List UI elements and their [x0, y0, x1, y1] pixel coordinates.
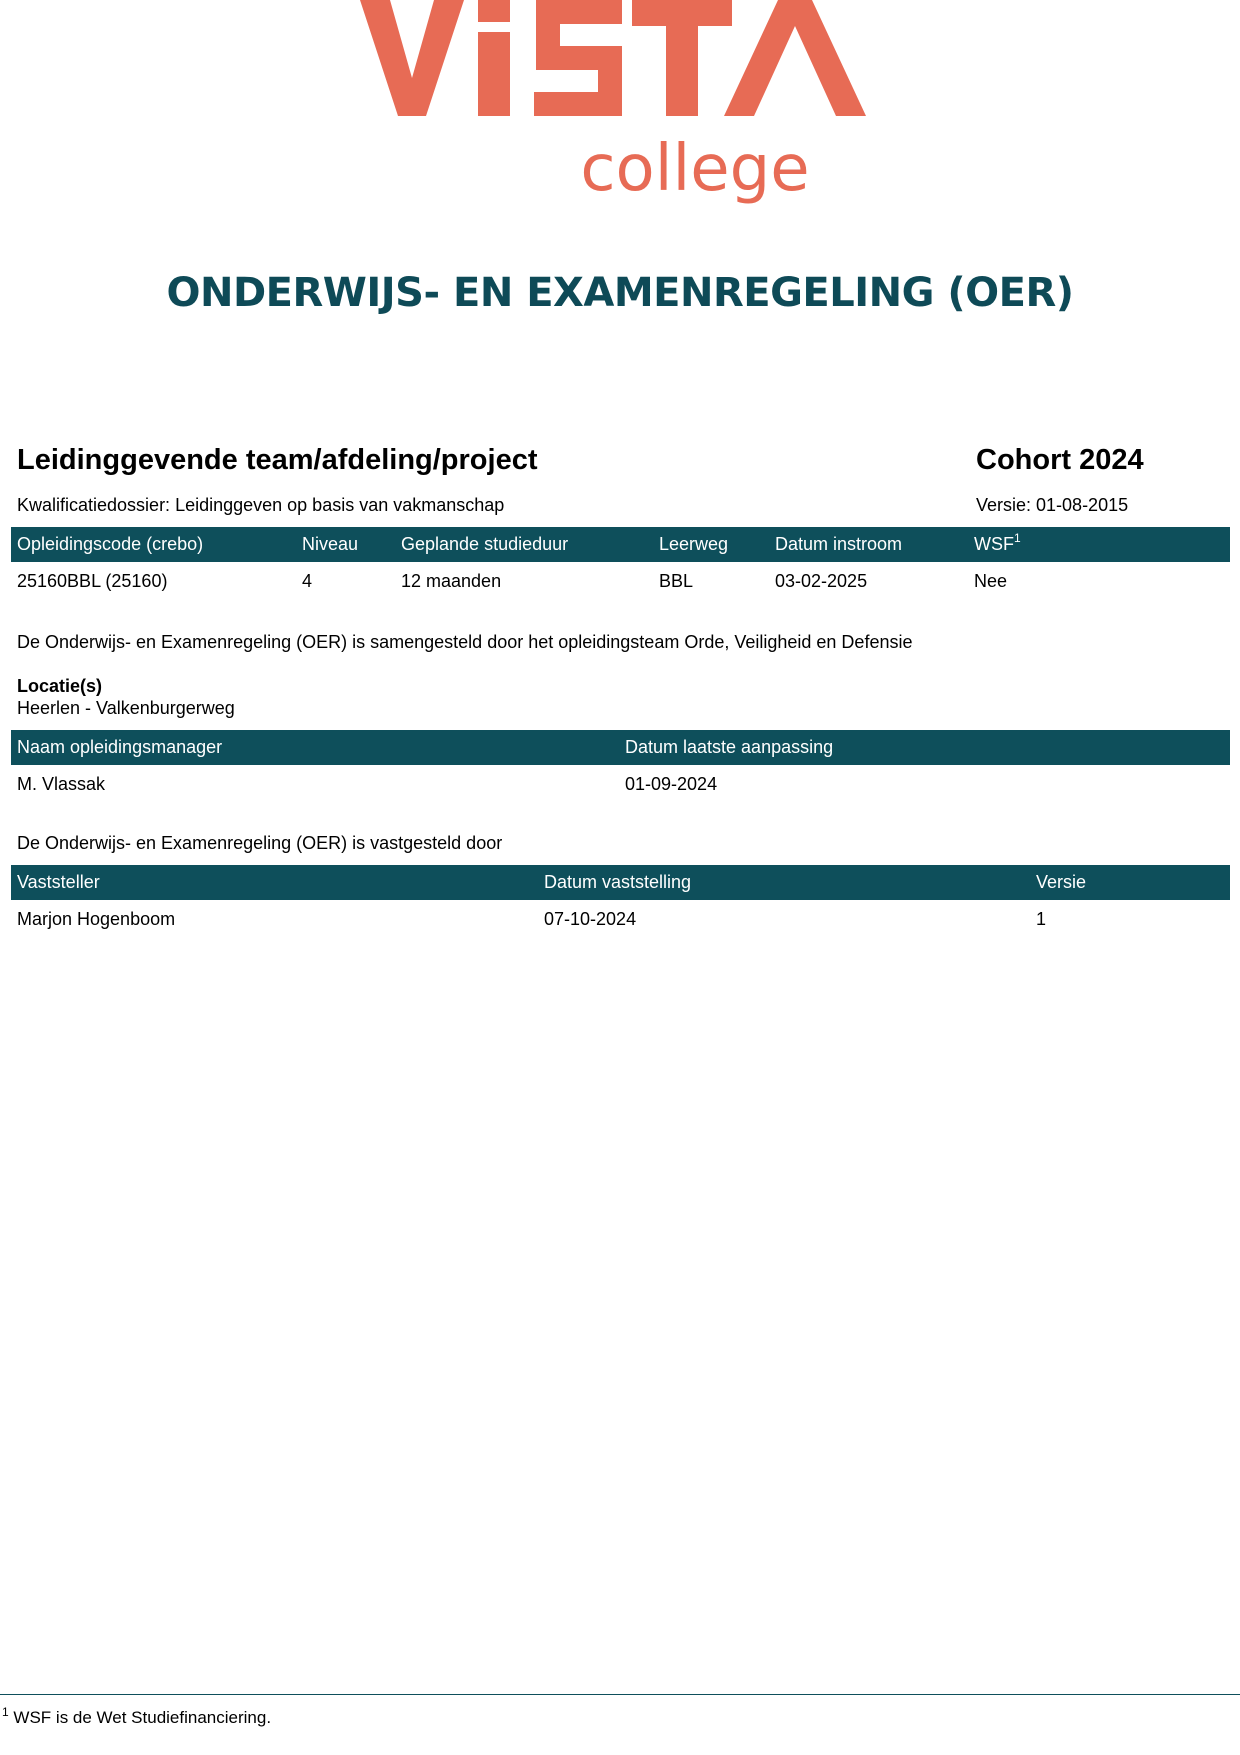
table-header-row: [11, 730, 1230, 765]
col-header-wsf: [968, 527, 1230, 562]
cell-manager: M. Vlassak: [11, 765, 619, 803]
dossier-version: Versie: 01-08-2015: [976, 495, 1129, 515]
locations-label: Locatie(s): [17, 676, 103, 696]
cell-datum-instroom: 03-02-2025: [769, 562, 968, 600]
qualification-dossier: Kwalificatiedossier: Leidinggeven op basis van vakmanschap: [17, 495, 505, 515]
footnote: [2, 1705, 272, 1728]
col-header-manager: Naam opleidingsmanager: [11, 730, 619, 765]
table-header-row: [11, 865, 1230, 900]
cell-vaststeller: Marjon Hogenboom: [11, 900, 538, 938]
manager-table: [11, 730, 1230, 803]
established-by-text: De Onderwijs- en Examenregeling (OER) is vastgesteld door: [17, 833, 503, 853]
cell-versie: 1: [1030, 900, 1230, 938]
composed-by-text: De Onderwijs- en Examenregeling (OER) is samengesteld door het opleidingsteam Orde, Veiligheid en Defensie: [17, 632, 913, 652]
locations-value: Heerlen - Valkenburgerweg: [17, 698, 235, 718]
wsf-label: WSF: [974, 534, 1014, 554]
col-header-leerweg: Leerweg: [653, 527, 769, 562]
cell-studieduur: 12 maanden: [395, 562, 653, 600]
col-header-versie: Versie: [1030, 865, 1230, 900]
footnote-divider: [0, 1694, 1240, 1695]
cell-opleidingscode: 25160BBL (25160): [11, 562, 296, 600]
col-header-datum-instroom: Datum instroom: [769, 527, 968, 562]
program-info-table: [11, 527, 1230, 600]
footnote-mark: 1: [2, 1705, 9, 1719]
table-header-row: [11, 527, 1230, 562]
footnote-text: WSF is de Wet Studiefinanciering.: [13, 1708, 272, 1727]
col-header-datum-vaststelling: Datum vaststelling: [538, 865, 1030, 900]
cell-niveau: 4: [296, 562, 395, 600]
table-row: [11, 765, 1230, 803]
logo-sub-text: college: [580, 132, 810, 206]
col-header-last-change: Datum laatste aanpassing: [619, 730, 1230, 765]
cohort-label: Cohort 2024: [976, 444, 1144, 476]
wsf-footnote-mark: 1: [1014, 531, 1021, 545]
cell-last-change: 01-09-2024: [619, 765, 1230, 803]
col-header-niveau: Niveau: [296, 527, 395, 562]
establishment-table: [11, 865, 1230, 938]
col-header-studieduur: Geplande studieduur: [395, 527, 653, 562]
logo-graphic: [360, 0, 880, 210]
table-row: [11, 562, 1230, 600]
col-header-opleidingscode: Opleidingscode (crebo): [11, 527, 296, 562]
cell-wsf: Nee: [968, 562, 1230, 600]
cell-datum-vaststelling: 07-10-2024: [538, 900, 1030, 938]
col-header-vaststeller: Vaststeller: [11, 865, 538, 900]
vista-college-logo: [0, 0, 1240, 210]
program-name: Leidinggevende team/afdeling/project: [17, 444, 538, 476]
document-title: ONDERWIJS- EN EXAMENREGELING (OER): [166, 270, 1074, 316]
table-row: [11, 900, 1230, 938]
cell-leerweg: BBL: [653, 562, 769, 600]
